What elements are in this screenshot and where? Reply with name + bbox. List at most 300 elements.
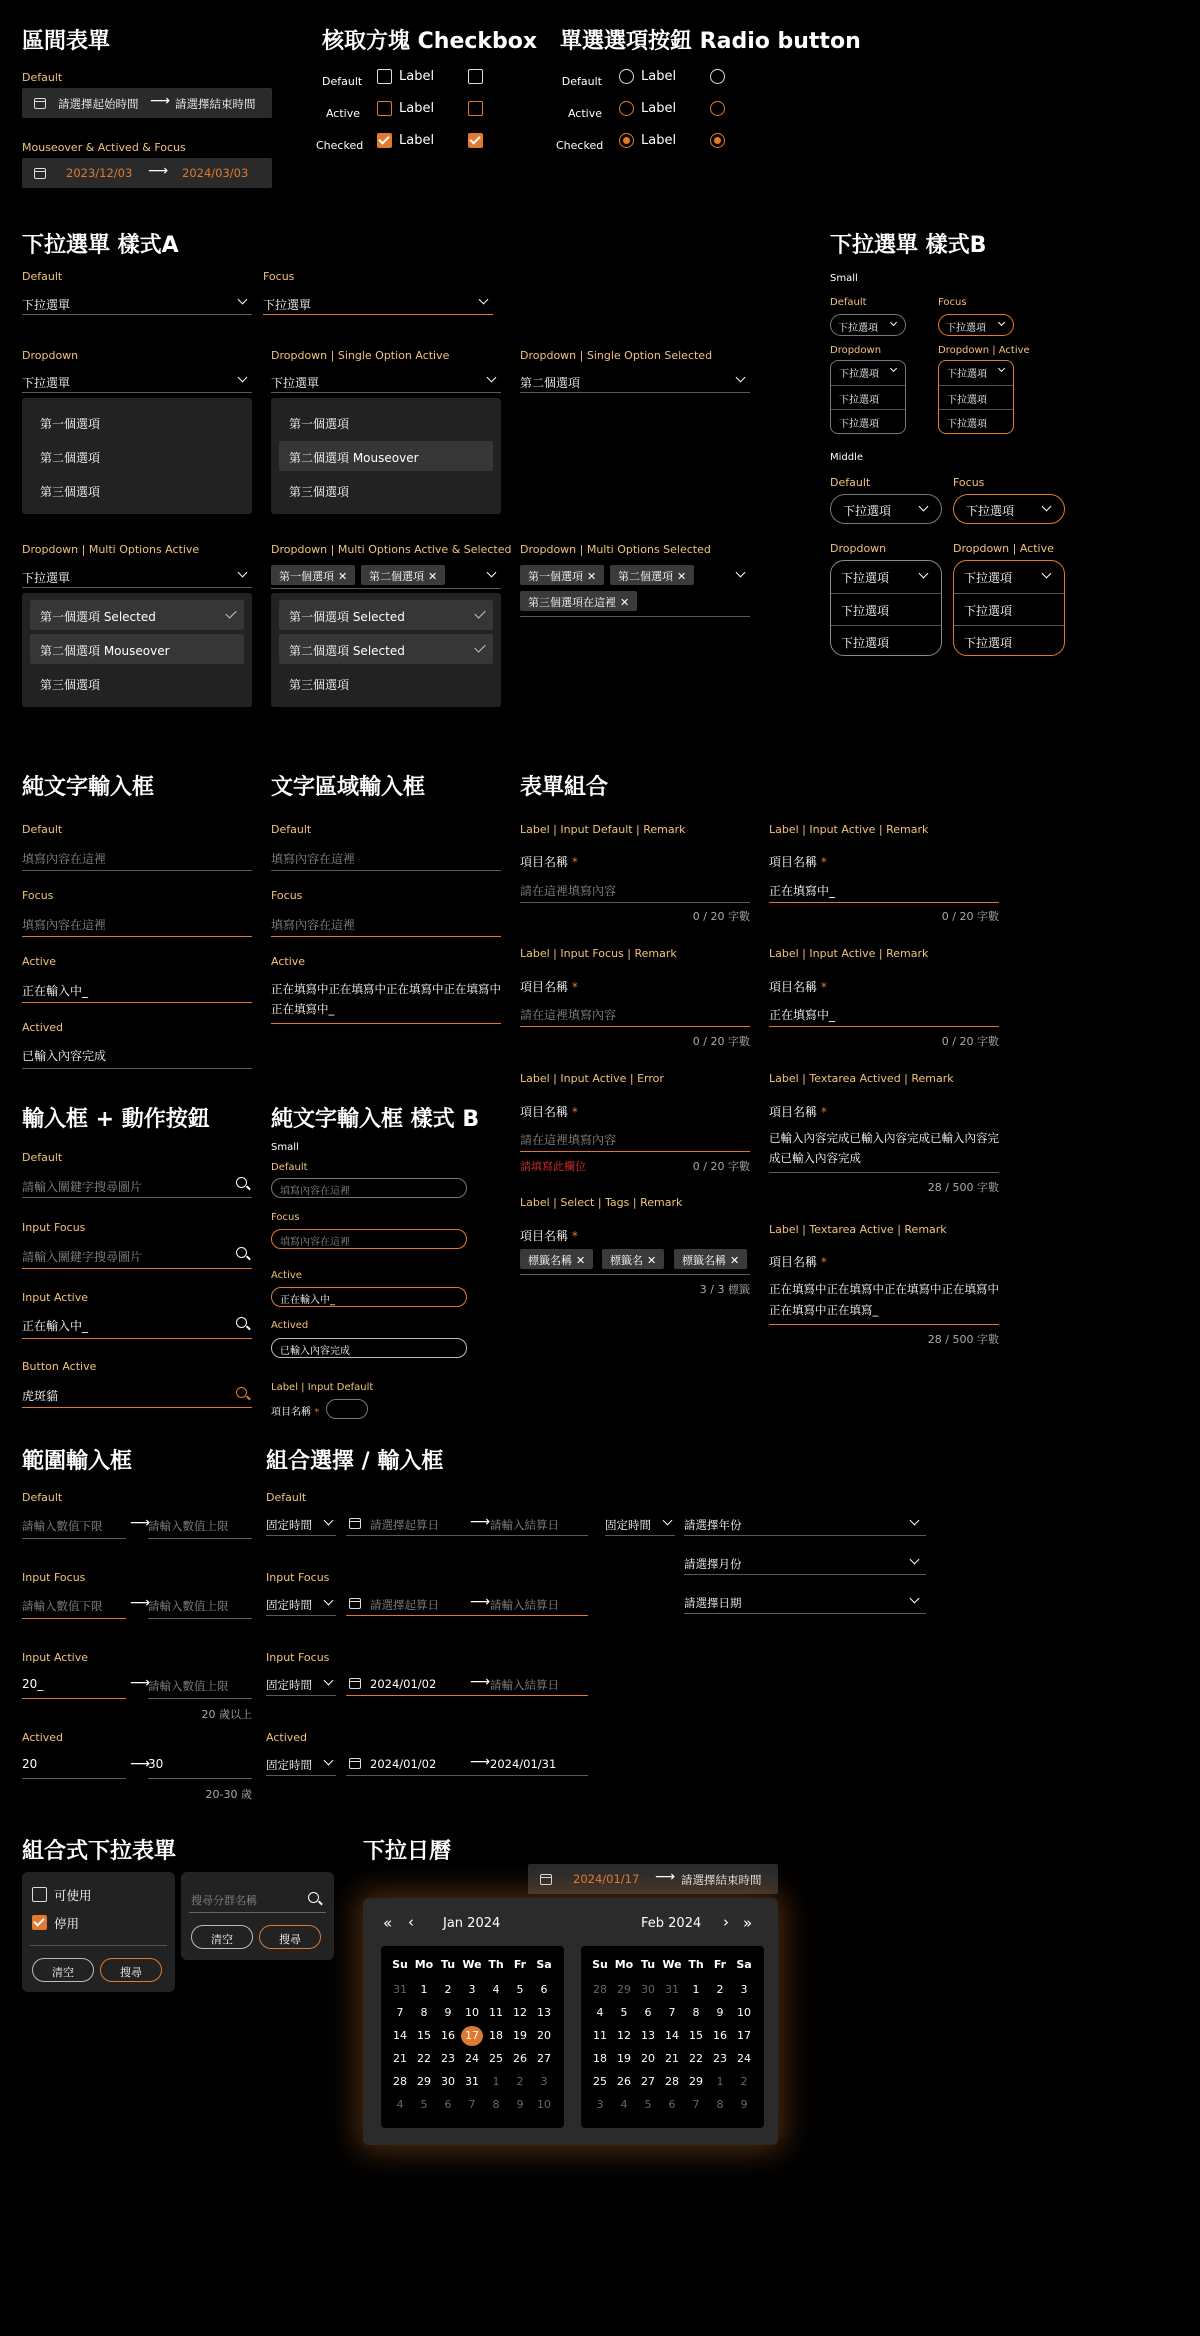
chevron-down-icon [324,1516,334,1526]
input-underline [22,1338,252,1339]
date-select[interactable] [684,1590,926,1614]
calendar-day[interactable]: 27 [537,2052,551,2065]
dropdown-menu [271,593,501,707]
calendar-day[interactable]: 31 [465,2075,479,2088]
combo-type-select[interactable] [266,1672,336,1696]
calendar-day[interactable]: 29 [689,2075,703,2088]
dropdown-option-selected[interactable] [279,634,493,664]
caption-part: Textarea Active [809,1223,894,1236]
calendar-day[interactable]: 3 [468,1983,476,1996]
range-max-input[interactable]: 請輸入數值上限 [148,1679,229,1693]
calendar-day[interactable]: 2 [716,1983,724,1996]
chevron-down-icon [487,373,497,383]
section-title-textarea: 文字區域輸入框 [271,775,426,800]
calendar-day[interactable]: 22 [417,2052,431,2065]
search-button[interactable]: 搜尋 [100,1958,162,1982]
chevron-left-icon[interactable]: ‹ [408,1913,414,1931]
dropdown-multi-active-selected[interactable] [271,563,501,589]
checkbox-default[interactable] [377,69,392,84]
dropdown-multi-active[interactable] [22,564,252,588]
close-icon[interactable]: ✕ [730,1254,740,1267]
radio-active[interactable] [619,101,634,116]
dropdown-middle-open[interactable] [830,560,942,656]
dropdown-value: 下拉選單 [263,298,312,312]
section-title-form-set: 表單組合 [520,775,609,800]
input-underline [148,1618,252,1619]
textb-input-active[interactable] [271,1287,467,1307]
calendar-day[interactable]: 11 [489,2006,503,2019]
calendar-day[interactable]: 17 [737,2029,751,2042]
search-button[interactable]: 搜尋 [259,1925,321,1949]
tag-label: 第二個選項 [369,570,424,583]
formset-input-error[interactable]: 請在這裡填寫內容 [520,1133,617,1147]
arrow-right-icon: ⟶ [130,1756,151,1772]
formset-input-default[interactable]: 請在這裡填寫內容 [520,884,617,898]
required-mark: * [820,1255,827,1269]
dropdown-focus[interactable] [263,291,493,315]
radio-checked[interactable] [619,133,634,148]
range-max-value[interactable]: 30 [148,1757,164,1771]
radio-active-nolabel[interactable] [710,101,725,116]
dropdown-default[interactable] [22,291,252,315]
required-mark: * [820,1105,827,1119]
dropdown-option[interactable]: 下拉選項 [831,409,905,433]
calendar-day[interactable]: 24 [465,2052,479,2065]
tag[interactable] [271,565,355,585]
dropdown-option[interactable]: 第三個選項 [40,485,101,499]
range-min-input[interactable]: 請輸入數值下限 [22,1519,103,1533]
tag-counter: 3 / 3 標籤 [699,1283,750,1296]
calendar-day[interactable]: 28 [665,2075,679,2088]
select-value: 固定時間 [266,1598,312,1612]
calendar-day[interactable]: 29 [417,2075,431,2088]
calendar-day-outside[interactable]: 7 [468,2098,476,2111]
calendar-day[interactable]: 10 [465,2006,479,2019]
dropdown-middle-active[interactable] [953,560,1065,656]
calendar-day[interactable]: 9 [716,2006,724,2019]
combo-date-range[interactable] [346,1592,588,1616]
formset-input-active[interactable]: 正在填寫中_ [769,884,836,898]
calendar-day[interactable]: 15 [417,2029,431,2042]
range-max-input[interactable]: 請輸入數值上限 [148,1599,229,1613]
dropdown-option[interactable]: 第三個選項 [289,678,350,692]
calendar-day-outside[interactable]: 8 [716,2098,724,2111]
calendar-day-outside[interactable]: 29 [617,1983,631,1996]
dropdown-small-active[interactable] [938,360,1014,434]
calendar-day[interactable]: 12 [513,2006,527,2019]
calendar-day[interactable]: 7 [668,2006,676,2019]
input-underline [22,1778,126,1779]
dropdown-option[interactable]: 第一個選項 [40,417,101,431]
select-value: 請選擇日期 [684,1596,742,1610]
calendar-day-outside[interactable]: 4 [620,2098,628,2111]
tag[interactable] [520,1249,593,1269]
calendar-day-outside[interactable]: 31 [393,1983,407,1996]
chevron-down-icon [238,373,248,383]
calendar-day[interactable]: 4 [492,1983,500,1996]
calendar-day[interactable]: 21 [665,2052,679,2065]
calendar-day-outside[interactable]: 8 [492,2098,500,2111]
double-chevron-left-icon[interactable]: « [383,1914,393,1932]
calendar-day[interactable]: 8 [692,2006,700,2019]
combo-date-range[interactable] [346,1512,588,1536]
ia-active-label: Input Active [22,1291,89,1304]
tag-label: 第二個選項 [618,570,673,583]
calendar-day[interactable]: 22 [689,2052,703,2065]
dropdown-trigger[interactable] [954,561,1064,593]
arrow-right-icon: ⟶ [470,1754,491,1770]
calendar-day[interactable]: 16 [713,2029,727,2042]
dropdown-value: 下拉選單 [22,376,71,390]
char-counter: 28 / 500 字數 [927,1181,999,1194]
clear-button[interactable]: 清空 [32,1958,94,1982]
arrow-right-icon: ⟶ [130,1675,151,1691]
calendar-day-outside[interactable]: 5 [644,2098,652,2111]
calendar-month-jan [381,1946,564,2128]
search-input-button-active[interactable]: 虎斑貓 [22,1389,59,1403]
chevron-down-icon [324,1596,334,1606]
char-counter: 0 / 20 字數 [692,910,750,923]
textb-inline-input[interactable] [326,1399,368,1419]
input-underline [769,1172,999,1173]
checkbox-disabled[interactable] [32,1915,47,1930]
formset-caption: Label | Input Default | Remark [520,823,686,836]
calendar-day-outside[interactable]: 6 [668,2098,676,2111]
dropdown-option[interactable]: 下拉選項 [831,625,941,657]
select-value: 請選擇年份 [684,1518,742,1532]
chevron-right-icon[interactable]: › [723,1913,729,1931]
calendar-day[interactable]: 15 [689,2029,703,2042]
dropa-single-selected-label: Dropdown | Single Option Selected [520,349,713,362]
dropdown-value: 下拉選項 [838,323,878,334]
double-chevron-right-icon[interactable]: » [743,1914,753,1932]
calendar-day[interactable]: 3 [740,1983,748,1996]
tag-label: 標籤名稱 [528,1254,572,1267]
calendar-day-outside[interactable]: 31 [665,1983,679,1996]
search-input-default[interactable]: 請輸入關鍵字搜尋圖片 [22,1180,143,1194]
calendar-day[interactable]: 25 [593,2075,607,2088]
calendar-day[interactable]: 2 [444,1983,452,1996]
radio-label: Label [641,133,677,148]
combo-type-select[interactable] [266,1592,336,1616]
calendar-day[interactable]: 16 [441,2029,455,2042]
calendar-day[interactable]: 17 [461,2026,483,2046]
calendar-day-outside[interactable]: 9 [740,2098,748,2111]
year-select[interactable] [684,1512,926,1536]
calendar-day-outside[interactable]: 5 [420,2098,428,2111]
dropdown-option[interactable]: 下拉選項 [954,625,1064,657]
textarea-default[interactable]: 填寫內容在這裡 [271,852,356,866]
calendar-day[interactable]: 6 [644,2006,652,2019]
combo-type-select[interactable] [605,1512,675,1536]
calendar-day[interactable]: 28 [393,2075,407,2088]
calendar-day-outside[interactable]: 2 [740,2075,748,2088]
end-date-placeholder: 請輸入結算日 [490,1518,559,1532]
range-min-value[interactable]: 20 [22,1757,38,1771]
calendar-day[interactable]: 13 [537,2006,551,2019]
dropdown-trigger[interactable] [831,561,941,593]
textb-caption: Label | Input Default [271,1382,374,1393]
calendar-day[interactable]: 30 [441,2075,455,2088]
select-value: 固定時間 [605,1518,651,1532]
text-input-focus[interactable]: 填寫內容在這裡 [22,918,107,932]
chevron-down-icon [736,568,746,578]
dropdown-trigger[interactable] [939,361,1013,385]
ri-actived-label: Actived [22,1731,64,1744]
select-value: 固定時間 [266,1518,312,1532]
combo-type-select[interactable] [266,1752,336,1776]
dropb-middle-default-label: Default [830,476,871,489]
caption-part: Remark [904,1223,947,1236]
combo-focus-label: Input Focus [266,1651,330,1664]
dropdown-open[interactable] [22,369,252,393]
range-picker-active[interactable] [22,158,272,188]
dropdown-multi-selected[interactable] [520,563,750,617]
close-icon[interactable]: ✕ [338,570,348,583]
checkbox-checked-nolabel[interactable] [468,133,483,148]
calendar-day[interactable]: 14 [393,2029,407,2042]
dropdown-option[interactable]: 下拉選項 [831,385,905,409]
calendar-day[interactable]: 18 [489,2029,503,2042]
calendar-day[interactable]: 19 [617,2052,631,2065]
input-underline [22,1268,252,1269]
formset-textarea-line1[interactable]: 已輸入內容完成已輸入內容完成已輸入內容完 [769,1131,999,1145]
text-input-active[interactable]: 正在輸入中_ [22,984,89,998]
dropdown-trigger[interactable] [831,361,905,385]
calendar-day[interactable]: 20 [537,2029,551,2042]
calendar-day-outside[interactable]: 30 [641,1983,655,1996]
calendar-day[interactable]: 5 [620,2006,628,2019]
select-value: 請選擇月份 [684,1557,742,1571]
checkbox-label: Label [399,69,435,84]
search-icon[interactable] [236,1317,247,1328]
arrow-right-icon: ⟶ [470,1594,491,1610]
checkbox-active[interactable] [377,101,392,116]
textb-input-actived[interactable] [271,1338,467,1358]
divider [30,1945,167,1946]
calendar-day-outside[interactable]: 10 [537,2098,551,2111]
calendar-day[interactable]: 6 [540,1983,548,1996]
formset-textarea-line2[interactable]: 成已輸入內容完成 [769,1151,861,1165]
dropdown-option-selected[interactable] [30,600,244,630]
calendar-day[interactable]: 1 [692,1983,700,1996]
calendar-day[interactable]: 1 [420,1983,428,1996]
dropdown-option[interactable]: 第三個選項 [40,678,101,692]
search-input-focus[interactable]: 請輸入關鍵字搜尋圖片 [22,1250,143,1264]
textarea-focus-label: Focus [271,889,303,902]
clear-button[interactable]: 清空 [191,1925,253,1949]
calendar-day[interactable]: 18 [593,2052,607,2065]
calendar-day[interactable]: 25 [489,2052,503,2065]
date-range-picker[interactable] [528,1864,778,1894]
dropdown-middle-focus[interactable] [953,494,1065,524]
textarea-focus[interactable]: 填寫內容在這裡 [271,918,356,932]
tag[interactable] [602,1249,664,1269]
calendar-day[interactable]: 5 [516,1983,524,1996]
close-icon[interactable]: ✕ [576,1254,586,1267]
calendar-day-outside[interactable]: 2 [516,2075,524,2088]
formset-input-active[interactable]: 正在填寫中_ [769,1008,836,1022]
calendar-day[interactable]: 14 [665,2029,679,2042]
search-input-active[interactable]: 正在輸入中_ [22,1319,89,1333]
close-icon[interactable]: ✕ [428,570,438,583]
calendar-day[interactable]: 7 [396,2006,404,2019]
formset-input-focus[interactable]: 請在這裡填寫內容 [520,1008,617,1022]
textb-default-label: Default [271,1162,308,1173]
calendar-day[interactable]: 10 [737,2006,751,2019]
search-icon[interactable] [308,1892,319,1903]
calendar-day[interactable]: 4 [596,2006,604,2019]
range-picker-default[interactable] [22,88,272,118]
month-select[interactable] [684,1551,926,1575]
calendar-day[interactable]: 27 [641,2075,655,2088]
search-icon[interactable] [236,1177,247,1188]
tag[interactable] [361,565,445,585]
calendar-day-outside[interactable]: 3 [540,2075,548,2088]
tag[interactable] [674,1249,747,1269]
dropdown-option[interactable]: 第二個選項 [40,451,101,465]
weekday-header: Tu [440,1958,456,1971]
tag[interactable] [610,565,694,585]
calendar-day[interactable]: 11 [593,2029,607,2042]
calendar-day[interactable]: 26 [617,2075,631,2088]
checkbox-label: Label [399,133,435,148]
checkbox-available[interactable] [32,1887,47,1902]
search-icon[interactable] [236,1247,247,1258]
dropdown-option-hover[interactable]: 第二個選項 Mouseover [279,441,493,471]
combo-type-select[interactable] [266,1512,336,1536]
calendar-day-outside[interactable]: 7 [692,2098,700,2111]
calendar-day-outside[interactable]: 9 [516,2098,524,2111]
dropdown-middle-default[interactable] [830,494,942,524]
input-value: 已輸入內容完成 [280,1346,350,1357]
radio-checked-nolabel[interactable] [710,133,725,148]
dropdown-option-selected[interactable] [279,600,493,630]
dropdown-option-hover[interactable]: 第二個選項 Mouseover [30,634,244,664]
dropdown-single-selected[interactable] [520,369,750,393]
ri-default-label: Default [22,1491,63,1504]
calendar-day-outside[interactable]: 3 [596,2098,604,2111]
calendar-day-outside[interactable]: 1 [492,2075,500,2088]
dropdown-option[interactable]: 下拉選項 [831,593,941,625]
dropdown-small-open[interactable] [830,360,906,434]
input-underline [271,1023,501,1024]
formset-textarea-line2[interactable]: 正在填寫中正在填寫_ [769,1303,879,1317]
close-icon[interactable]: ✕ [587,570,597,583]
range-active-label: Mouseover & Actived & Focus [22,141,186,154]
calendar-day[interactable]: 24 [737,2052,751,2065]
tag[interactable] [520,591,637,611]
formset-caption: Label | Select | Tags | Remark [520,1196,683,1209]
calendar-day[interactable]: 13 [641,2029,655,2042]
radio-default[interactable] [619,69,634,84]
combo-date-range[interactable] [346,1752,588,1776]
calendar-day[interactable]: 23 [441,2052,455,2065]
calendar-day[interactable]: 21 [393,2052,407,2065]
calendar-day[interactable]: 12 [617,2029,631,2042]
dropdown-option[interactable]: 下拉選項 [939,385,1013,409]
text-focus-label: Focus [22,889,54,902]
textarea-default-label: Default [271,823,312,836]
range-min-input-active[interactable]: 20_ [22,1677,44,1691]
dropdown-small-focus[interactable] [938,314,1014,336]
section-title-text-input: 純文字輸入框 [22,775,155,800]
caption-part: Label [769,1223,799,1236]
calendar-day-outside[interactable]: 1 [716,2075,724,2088]
checkbox-default-nolabel[interactable] [468,69,483,84]
combo-date-range[interactable] [346,1672,588,1696]
caption-part: Label [520,1072,550,1085]
dropdown-single-active[interactable] [271,369,501,393]
field-label [520,853,578,870]
formset-caption: Label | Textarea Active | Remark [769,1223,947,1236]
textarea-active-line1[interactable]: 正在填寫中正在填寫中正在填寫中正在填寫中 [271,982,501,996]
radio-default-label: Default [561,75,602,88]
calendar-day[interactable]: 20 [641,2052,655,2065]
tag[interactable] [520,565,604,585]
dropdown-option[interactable]: 第三個選項 [289,485,350,499]
calendar-day-outside[interactable]: 6 [444,2098,452,2111]
calendar-day[interactable]: 9 [444,2006,452,2019]
input-underline [148,1778,252,1779]
range-min-input[interactable]: 請輸入數值下限 [22,1599,103,1613]
textb-input-default[interactable] [271,1178,467,1198]
formset-textarea-line1[interactable]: 正在填寫中正在填寫中正在填寫中正在填寫中 [769,1282,999,1296]
calendar-day[interactable]: 26 [513,2052,527,2065]
dropdown-option[interactable]: 下拉選項 [954,593,1064,625]
combo-focus-label: Input Focus [266,1571,330,1584]
filter-search-input[interactable]: 搜尋分群名稱 [191,1894,257,1907]
calendar-day[interactable]: 8 [420,2006,428,2019]
dropdown-small-default[interactable] [830,314,906,336]
calendar-day-outside[interactable]: 4 [396,2098,404,2111]
char-counter: 0 / 20 字數 [941,1035,999,1048]
textarea-active-line2[interactable]: 正在填寫中_ [271,1002,335,1016]
close-icon[interactable]: ✕ [677,570,687,583]
dropb-middle-dropdown-active-label: Dropdown | Active [953,542,1054,555]
chevron-down-icon [736,373,746,383]
calendar-day[interactable]: 19 [513,2029,527,2042]
arrow-right-icon: ⟶ [130,1515,151,1531]
close-icon[interactable]: ✕ [620,596,630,609]
dropdown-menu [22,593,252,707]
tag-label: 標籤名 [610,1254,643,1267]
calendar-icon [540,1874,552,1885]
checkbox-active-nolabel[interactable] [468,101,483,116]
dropdown-option[interactable]: 第一個選項 [289,417,350,431]
field-label-text: 項目名稱 [520,980,569,994]
chevron-down-icon [910,1516,920,1526]
text-input-actived[interactable]: 已輸入內容完成 [22,1049,107,1063]
caption-part: Error [637,1072,664,1085]
radio-default-nolabel[interactable] [710,69,725,84]
dropa-default-label: Default [22,270,63,283]
close-icon[interactable]: ✕ [647,1254,657,1267]
arrow-right-icon: ⟶ [150,93,171,109]
radio-active-label: Active [567,107,602,120]
search-icon[interactable] [236,1387,247,1398]
input-underline [271,870,501,871]
textb-input-focus[interactable] [271,1229,467,1249]
checkbox-checked[interactable] [377,133,392,148]
weekday-header: Mo [614,1958,634,1971]
calendar-day-outside[interactable]: 28 [593,1983,607,1996]
calendar-day[interactable]: 23 [713,2052,727,2065]
range-max-input[interactable]: 請輸入數值上限 [148,1519,229,1533]
text-input-default[interactable]: 填寫內容在這裡 [22,852,107,866]
dropdown-option[interactable]: 下拉選項 [939,409,1013,433]
dropdown-value: 下拉選項 [947,369,987,380]
